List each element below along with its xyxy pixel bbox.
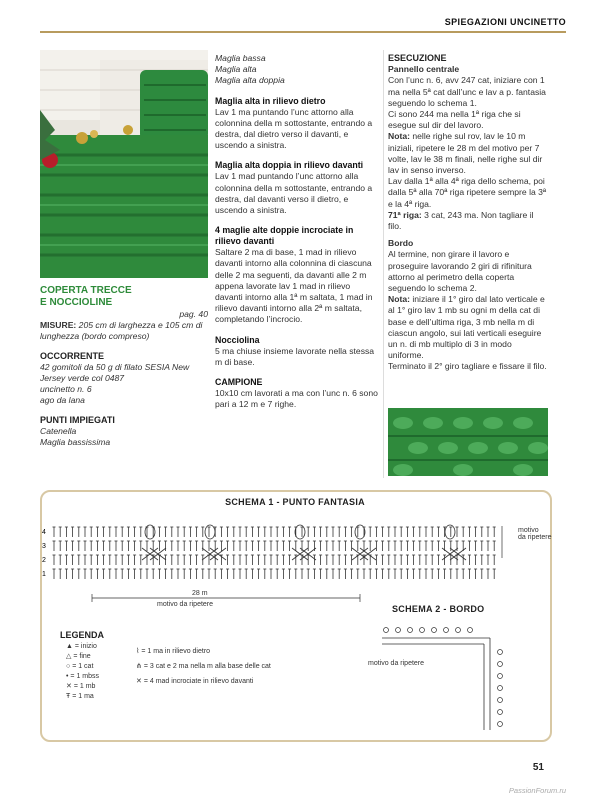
single-crochet-icon: ✕ (66, 683, 72, 690)
project-title-line2: E NOCCIOLINE (40, 297, 113, 308)
legenda-left (66, 642, 99, 702)
punto-item: Maglia bassissima (40, 437, 111, 448)
border-picot (498, 686, 503, 691)
exec-text: Lav dalla 1ª alla 4ª riga dello schema, poi dalla 5ª alla 70ª riga ripetere sempre la 3ª e la 4ª riga. (388, 176, 547, 209)
occorrente-item: ago da lana (40, 395, 85, 406)
border-picot (498, 710, 503, 715)
double-crochet-icon: Ŧ (66, 693, 71, 700)
motivo-right-label (518, 527, 551, 541)
campione-text: 10x10 cm lavorati a ma con l’unc n. 6 sono pari a 12 m e 7 righe. (215, 388, 378, 410)
column-divider (383, 50, 384, 478)
nota-text: iniziare il 1° giro dal lato verticale e al 1° giro lav 1 mb su ogni m della cat di base e dell’ultima riga, 3 mb nella m di ciascun angolo, sui lati verticali eseguire un n. di mb multiplo di 3 in modo uniforme. (388, 294, 545, 361)
schema1-title: SCHEMA 1 - PUNTO FANTASIA (225, 497, 365, 507)
legend-item: = 1 ma in rilievo dietro (141, 648, 211, 655)
stitch-heading: Nocciolina (215, 334, 260, 345)
punto-item: Catenella (40, 425, 77, 436)
stitch-count: 28 m (192, 590, 208, 597)
legend-item: = inizio (74, 643, 97, 650)
section-title: SPIEGAZIONI UNCINETTO (444, 17, 566, 27)
legend-item: = 3 cat e 2 ma nella m alla base delle cat (143, 663, 271, 670)
legend-item: = fine (73, 653, 91, 660)
page-number: 51 (532, 762, 544, 773)
border-picot (456, 628, 461, 633)
middle-column (215, 53, 378, 410)
misure-text: 205 cm di larghezza e 105 cm di lunghezza (bordo compreso) (40, 320, 203, 342)
schema1-chart (40, 520, 520, 610)
legenda-right (136, 644, 271, 689)
watermark: PassionForum.ru (508, 786, 566, 795)
row-label: 4 (42, 529, 46, 536)
project-title-line1: COPERTA TRECCE (40, 285, 132, 296)
nota-label: Nota: (388, 131, 410, 142)
occorrente-heading: OCCORRENTE (40, 350, 105, 361)
bordo-heading: Bordo (388, 238, 414, 249)
left-column (40, 285, 208, 448)
border-picot (498, 650, 503, 655)
legend-item: = 1 mbss (70, 673, 100, 680)
border-picot (420, 628, 425, 633)
page-reference: pag. 40 (179, 309, 208, 319)
misure-label: MISURE: (40, 320, 77, 331)
stitch-heading: Maglia alta in rilievo dietro (215, 95, 326, 106)
row-label: 2 (42, 557, 46, 564)
riga71-label: 71ª riga: (388, 209, 422, 220)
back-post-icon: ⌇ (136, 648, 140, 655)
header-rule (40, 31, 566, 33)
row-label: 1 (42, 571, 46, 578)
campione-heading: CAMPIONE (215, 377, 263, 388)
pannello-heading: Pannello centrale (388, 64, 460, 75)
bordo-text: Al termine, non girare il lavoro e proseguire lavorando 2 giri di rifinitura attorno al perimetro della coperta seguendo lo schema 2. (388, 249, 532, 294)
occorrente-item: uncinetto n. 6 (40, 384, 92, 395)
stitch-text: Lav 1 mad puntando l’unc attorno alla colonnina della m sottostante, entrando a destra, dal davanti verso il dietro, e uscendo a sinistra. (215, 171, 373, 216)
border-picot (498, 674, 503, 679)
riga71-text: 3 cat, 243 ma. Non tagliare il filo. (388, 209, 534, 232)
end-triangle-icon: △ (66, 653, 72, 660)
border-picot (396, 628, 401, 633)
border-picot (384, 628, 389, 633)
stitch-heading: 4 maglie alte doppie incrociate in rilievo davanti (215, 225, 354, 247)
row-label: 3 (42, 543, 46, 550)
border-picot (444, 628, 449, 633)
border-picot (498, 698, 503, 703)
right-column (388, 53, 548, 373)
schema2-motivo-label: motivo da ripetere (368, 660, 425, 667)
stitch-text: 5 ma chiuse insieme lavorate nella stessa m di base. (215, 345, 375, 367)
legend-item: = 1 cat (72, 663, 94, 670)
nota-text: nelle righe sul rov, lav le 10 m iniziali, ripetere le 28 m del motivo per 7 volte, lav le 38 m finali, nelle righe sul dir lav in senso inverso. (388, 131, 543, 176)
motivo-right-line: da ripetere (518, 534, 552, 541)
nota-label: Nota: (388, 294, 410, 305)
legend-item: = 1 ma (72, 693, 94, 700)
nocciolina-symbol (355, 525, 365, 539)
legend-item: = 1 mb (73, 683, 96, 690)
border-picot (468, 628, 473, 633)
esecuzione-heading: ESECUZIONE (388, 53, 447, 63)
exec-text: Con l’unc n. 6, avv 247 cat, iniziare con 1 ma nella 5ª cat dall’unc e lav a p. fantasia seguendo lo schema 1. (388, 75, 546, 108)
punto-item: Maglia bassa (215, 53, 266, 63)
exec-text: Ci sono 244 ma nella 1ª riga che si esegue sul dir del lavoro. (388, 109, 521, 131)
chain-icon: ○ (66, 663, 71, 670)
punti-heading: PUNTI IMPIEGATI (40, 414, 115, 425)
border-picot (408, 628, 413, 633)
schema2-chart (372, 618, 522, 733)
legend-item: = 4 mad incrociate in rilievo davanti (143, 678, 254, 685)
cross-stitch-icon: ✕ (136, 678, 142, 685)
legenda-title: LEGENDA (60, 630, 105, 640)
schema2-title: SCHEMA 2 - BORDO (392, 604, 485, 614)
nocciolina-symbol (295, 525, 305, 539)
slip-stitch-icon: • (66, 673, 69, 680)
border-picot (432, 628, 437, 633)
border-picot (498, 722, 503, 727)
cluster-icon: ⋔ (136, 663, 142, 670)
bordo-text: Terminato il 2° giro tagliare e fissare il filo. (388, 361, 547, 372)
stitch-heading: Maglia alta doppia in rilievo davanti (215, 160, 364, 171)
border-picot (498, 662, 503, 667)
punto-item: Maglia alta (215, 64, 257, 75)
motivo-bottom-label: motivo da ripetere (157, 601, 214, 608)
blanket-photo (40, 50, 208, 278)
stitch-text: Lav 1 ma puntando l’unc attorno alla colonnina della m sottostante, entrando a destra, dal dietro verso il davanti, e uscendo a sinistra. (215, 106, 373, 151)
swatch-photo (388, 408, 548, 476)
occorrente-item: 42 gomitoli da 50 g di filato SESIA New Jersey verde col 0487 (40, 361, 190, 384)
motivo-right-line: motivo (518, 527, 539, 534)
punto-item: Maglia alta doppia (215, 75, 285, 86)
stitch-text: Saltare 2 ma di base, 1 mad in rilievo davanti intorno alla colonnina di ciascuna delle 2 ma seguenti, da davanti alle 2 m appena lavorate lav 1 mad in rilievo davanti intorno alla 1ª m saltata, 1 mad in rilievo davanti intorno alla 2ª m saltata, completando l’incrocio. (215, 247, 373, 325)
start-triangle-icon: ▲ (66, 643, 73, 650)
